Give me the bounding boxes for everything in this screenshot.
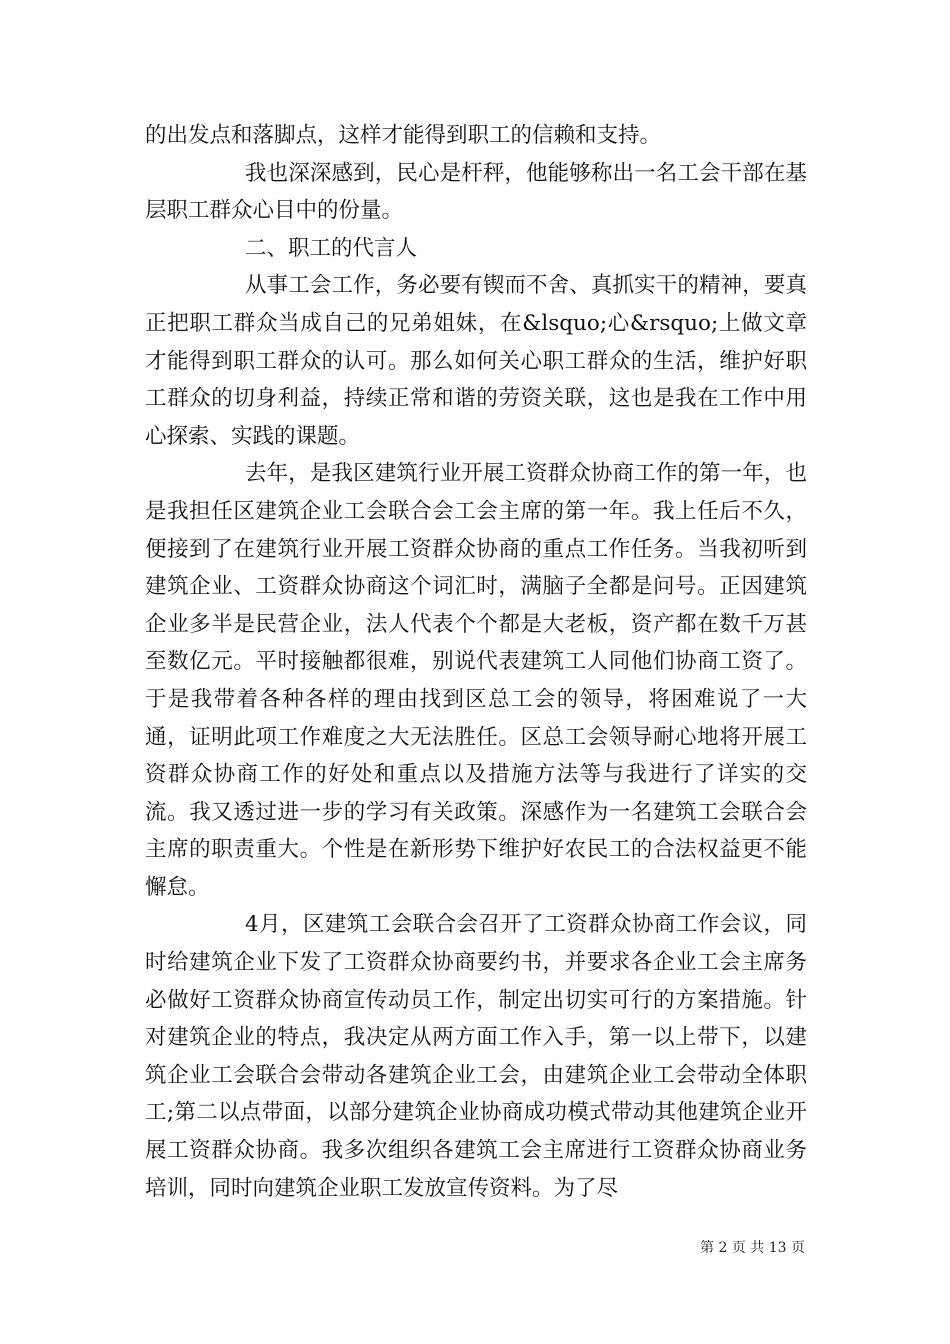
paragraph-3: 从事工会工作，务必要有锲而不舍、真抓实干的精神，要真正把职工群众当成自己的兄弟姐妹，在&lsquo;心&rsquo;上做文章才能得到职工群众的认可。那么如何关心职工群众的生活，维护好职工群众的切身利益，持续正常和谐的劳资关联，这也是我在工作中用心探索、实践的课题。: [145, 273, 807, 449]
paragraph-5: 4月，区建筑工会联合会召开了工资群众协商工作会议，同时给建筑企业下发了工资群众协商要约书，并要求各企业工会主席务必做好工资群众协商宣传动员工作，制定出切实可行的方案措施。针对建筑企业的特点，我决定从两方面工作入手，第一以上带下，以建筑企业工会联合会带动各建筑企业工会，由建筑企业工会带动全体职工;第二以点带面，以部分建筑企业协商成功模式带动其他建筑企业开展工资群众协商。我多次组织各建筑工会主席进行工资群众协商业务培训，同时向建筑企业职工发放宣传资料。为了尽: [145, 912, 807, 1201]
document-body: [145, 117, 807, 1207]
paragraph-1: 的出发点和落脚点，这样才能得到职工的信赖和支持。: [145, 123, 662, 148]
paragraph-4: 去年，是我区建筑行业开展工资群众协商工作的第一年，也是我担任区建筑企业工会联合会工会主席的第一年。我上任后不久，便接到了在建筑行业开展工资群众协商的重点工作任务。当我初听到建筑企业、工资群众协商这个词汇时，满脑子全都是问号。正因建筑企业多半是民营企业，法人代表个个都是大老板，资产都在数千万甚至数亿元。平时接触都很难，别说代表建筑工人同他们协商工资了。于是我带着各种各样的理由找到区总工会的领导，将困难说了一大通，证明此项工作难度之大无法胜任。区总工会领导耐心地将开展工资群众协商工作的好处和重点以及措施方法等与我进行了详实的交流。我又透过进一步的学习有关政策。深感作为一名建筑工会联合会主席的职责重大。个性是在新形势下维护好农民工的合法权益更不能懈怠。: [145, 461, 807, 900]
page-number-footer: 第 2 页 共 13 页: [700, 1240, 805, 1256]
section-heading: 二、职工的代言人: [245, 235, 418, 261]
paragraph-2: 我也深深感到，民心是杆秤，他能够称出一名工会干部在基层职工群众心目中的份量。: [145, 160, 807, 224]
